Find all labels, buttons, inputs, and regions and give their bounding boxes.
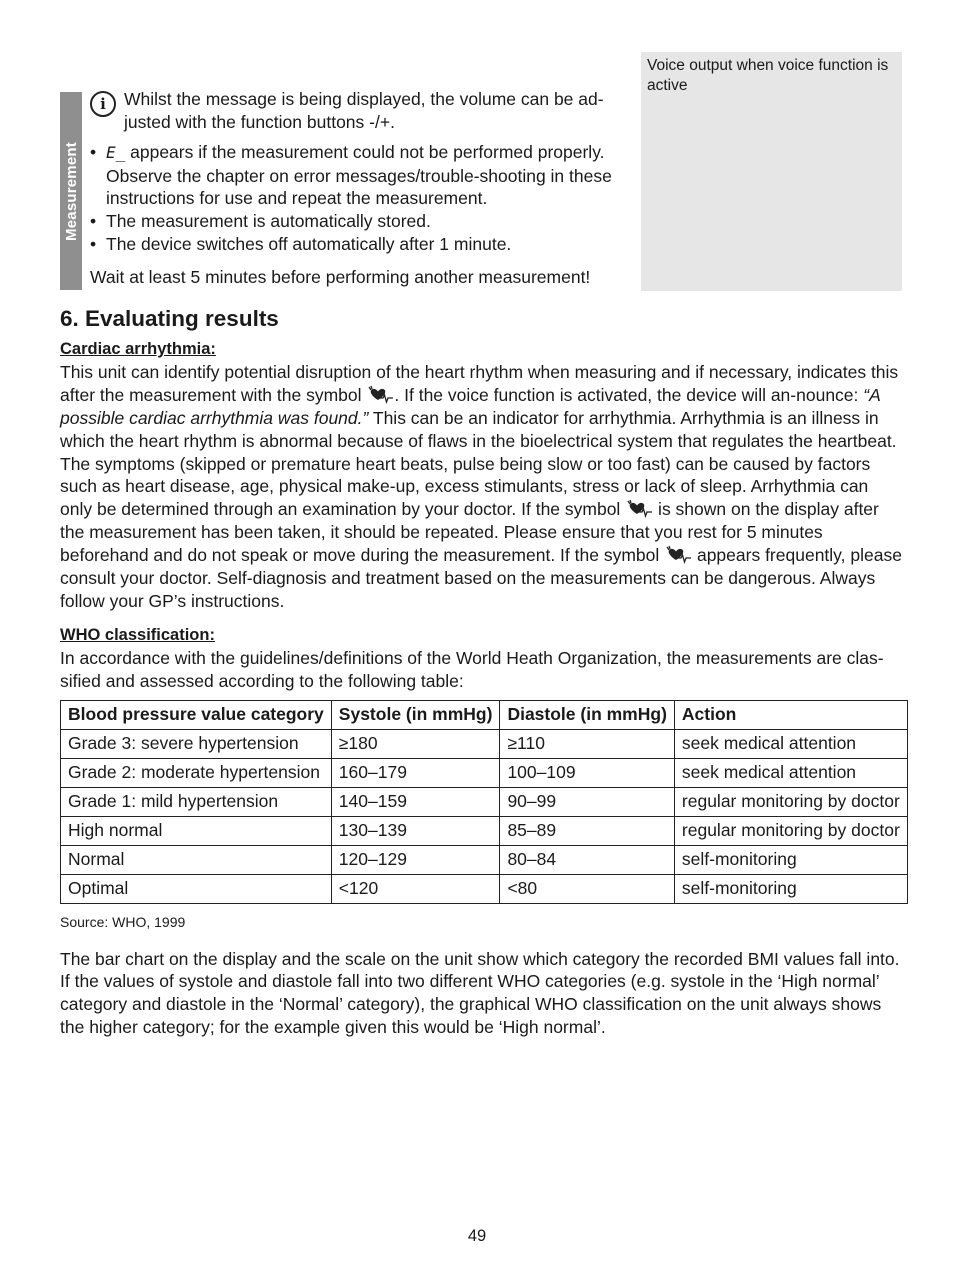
bar-chart-paragraph: The bar chart on the display and the scale on the unit show which category the recorded BMI values fall into. [60,948,900,969]
list-item-text: The device switches off automatically after 1 minute. [106,233,512,254]
table-cell: Normal [61,845,332,874]
main-content [60,305,902,1039]
table-cell: ≥110 [500,729,674,758]
cardiac-paragraph [60,361,902,613]
table-header-cell: Diastole (in mmHg) [500,700,674,729]
cardiac-text: appears frequently, please consult your doctor. Self-diagnosis and treatment based on the measurements can be dangerous. Always follow your GP’s instructions. [60,545,902,611]
list-item-text: appears if the measurement could not be performed properly. Observe the chapter on error messages/trouble-shooting in these instructions for use and repeat the measurement. [106,142,612,209]
page-number: 49 [467,1227,487,1245]
note-bullets [90,141,635,255]
table-cell: ≥180 [331,729,500,758]
table-cell: Grade 2: moderate hypertension [61,758,332,787]
cardiac-quote: “A possible cardiac arrhythmia was found.” [60,384,881,428]
table-cell: Grade 3: severe hypertension [61,729,332,758]
categories-paragraph: If the values of systole and diastole fall into two different WHO categories (e.g. systole in the ‘High normal’ category and diastole in the ‘Normal’ category), the graphical WHO classification on the unit always shows the higher category; for the example given this would be ‘High normal’. [60,971,882,1038]
table-cell: <120 [331,874,500,903]
table-cell: 160–179 [331,758,500,787]
table-row [61,729,908,758]
table-cell: 120–129 [331,845,500,874]
who-table [60,700,908,904]
table-cell: 80–84 [500,845,674,874]
measurement-note [90,88,635,289]
voice-output-box [641,52,902,291]
table-cell: regular monitoring by doctor [674,787,907,816]
list-item-text: The measurement is automatically stored. [106,210,431,231]
table-cell: <80 [500,874,674,903]
table-cell: 140–159 [331,787,500,816]
table-cell: self-monitoring [674,874,907,903]
info-icon: i [90,91,116,117]
side-tab-label-wrap [60,92,82,290]
note-final: Wait at least 5 minutes before performing another measurement! [90,267,591,288]
heart-arrhythmia-icon [366,384,394,404]
table-header-cell: Blood pressure value category [61,700,332,729]
table-cell: 90–99 [500,787,674,816]
side-tab-label: Measurement [62,141,80,241]
table-row [61,816,908,845]
table-cell: regular monitoring by doctor [674,816,907,845]
cardiac-text: . If the voice function is activated, the device will an-nounce: [394,384,864,405]
heart-arrhythmia-icon [625,498,653,518]
table-header-cell: Systole (in mmHg) [331,700,500,729]
list-item [90,210,635,233]
who-heading: WHO classification: [60,625,215,644]
list-item [90,233,635,256]
table-cell: High normal [61,816,332,845]
table-cell: 100–109 [500,758,674,787]
info-row [90,88,635,133]
table-cell: seek medical attention [674,758,907,787]
table-cell: seek medical attention [674,729,907,758]
cardiac-text: This can be an indicator for arrhythmia. Arrhythmia is an illness in which the heart rhythm is abnormal because of flaws in the bioelectrical system that regulates the heartbeat. The symptoms (skipped or premature heart beats, pulse being slow or too fast) can be caused by factors such as heart disease, age, physical make-up, excess stimulants, stress or lack of sleep. Arrhythmia can only be determined through an examination by your doctor. If the symbol [60,407,897,520]
table-cell: 130–139 [331,816,500,845]
list-item [90,141,635,210]
cardiac-text: This unit can identify potential disruption of the heart rhythm when measuring and if necessary, indicates this after the measurement with the symbol [60,361,899,405]
who-intro: In accordance with the guidelines/definitions of the World Heath Organization, the measurements are clas-sified and assessed according to the following table: [60,647,884,691]
table-row [61,758,908,787]
cardiac-text: is shown on the display after the measurement has been taken, it should be repeated. Please ensure that you rest for 5 minutes beforehand and do not speak or move during the measurement. If the symbol [60,499,879,566]
error-symbol: E_ [106,143,126,163]
table-cell: 85–89 [500,816,674,845]
table-row [61,787,908,816]
table-cell: self-monitoring [674,845,907,874]
cardiac-heading: Cardiac arrhythmia: [60,340,216,358]
section-title: 6. Evaluating results [60,306,279,331]
table-source: Source: WHO, 1999 [60,913,186,930]
table-row [61,845,908,874]
table-cell: Grade 1: mild hypertension [61,787,332,816]
voice-output-text: Voice output when voice function is active [647,57,889,94]
table-header-cell: Action [674,700,907,729]
info-text: Whilst the message is being displayed, the volume can be ad-justed with the function buttons -/+. [124,89,604,132]
table-row [61,874,908,903]
heart-arrhythmia-icon [664,544,692,564]
table-header-row [61,700,908,729]
table-cell: Optimal [61,874,332,903]
